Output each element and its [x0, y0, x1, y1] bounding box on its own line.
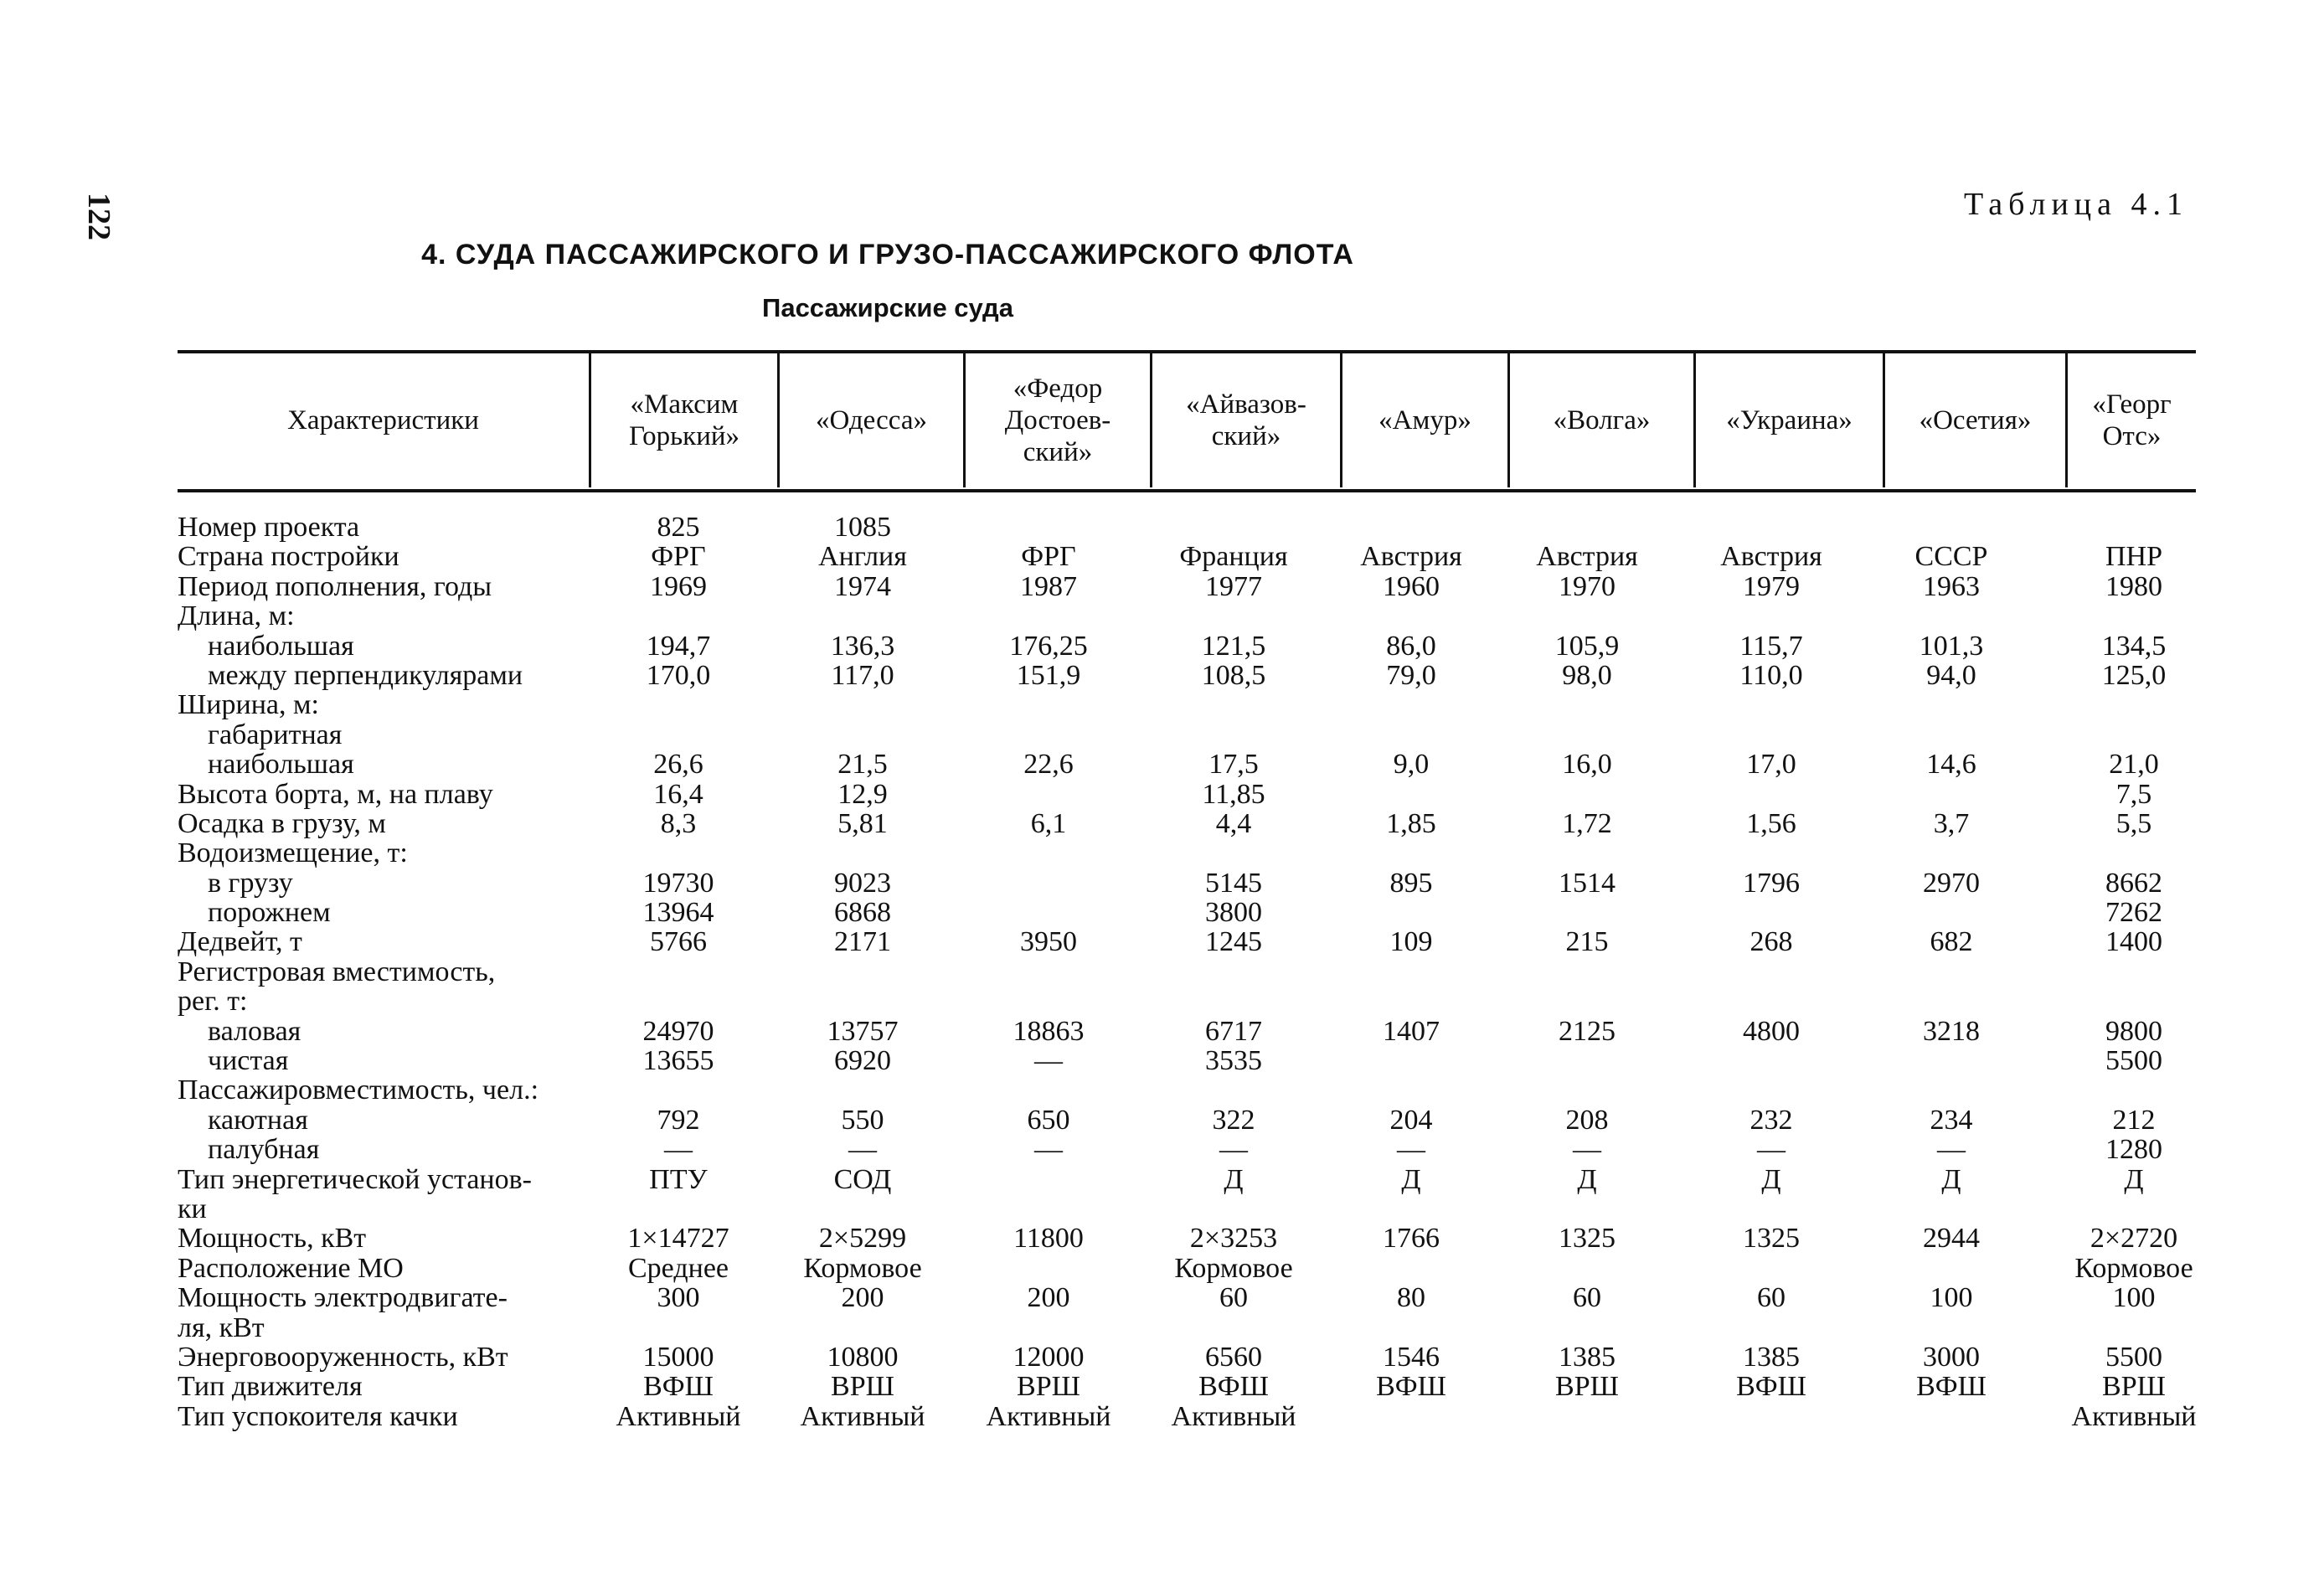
table-cell: 1514 [1559, 867, 1615, 899]
header-ship-6: «Украина» [1726, 405, 1853, 435]
table-body [0, 513, 2324, 1431]
table-cell: 5500 [2105, 1045, 2162, 1077]
table-cell: Франция [1179, 541, 1288, 573]
table-cell: Активный [800, 1400, 925, 1432]
table-cell: 1960 [1383, 570, 1440, 602]
table-cell: 1280 [2105, 1134, 2162, 1166]
table-row [0, 1254, 2324, 1283]
table-cell: 12000 [1013, 1341, 1085, 1373]
table-row [0, 513, 2324, 542]
table-cell: Активный [986, 1400, 1111, 1432]
table-cell: 7,5 [2115, 778, 2152, 810]
row-label: Энерговооруженность, кВт [178, 1341, 508, 1373]
table-cell: 79,0 [1386, 659, 1436, 691]
table-cell: 101,3 [1919, 630, 1984, 662]
table-row [0, 601, 2324, 631]
table-cell: 60 [1573, 1282, 1601, 1314]
table-cell: Кормовое [1174, 1252, 1293, 1284]
table-cell: Д [1941, 1163, 1961, 1195]
table-cell: Д [1577, 1163, 1597, 1195]
table-row [0, 1372, 2324, 1401]
row-label: наибольшая [208, 749, 354, 781]
table-row [0, 809, 2324, 838]
table-cell: 134,5 [2101, 630, 2167, 662]
header-ship-1: «Одесса» [816, 405, 927, 435]
header-characteristics: Характеристики [287, 405, 479, 435]
table-row [0, 572, 2324, 601]
row-label: Осадка в грузу, м [178, 807, 386, 839]
table-cell: 8662 [2105, 867, 2162, 899]
row-label: Пассажировместимость, чел.: [178, 1074, 539, 1106]
table-cell: 60 [1219, 1282, 1248, 1314]
table-cell: 215 [1565, 926, 1609, 958]
table-cell: 1974 [834, 570, 891, 602]
table-cell: — [1573, 1134, 1601, 1166]
row-label: между перпендикулярами [208, 659, 523, 691]
table-cell: 2944 [1923, 1223, 1980, 1255]
table-cell: 6,1 [1030, 807, 1067, 839]
table-row [0, 1046, 2324, 1075]
table-cell: 1407 [1383, 1015, 1440, 1047]
table-row [0, 927, 2324, 956]
row-label: Страна постройки [178, 541, 399, 573]
row-label: ля, кВт [178, 1311, 265, 1343]
table-cell: 4,4 [1215, 807, 1252, 839]
table-cell: 1796 [1743, 867, 1800, 899]
table-cell: 1×14727 [627, 1223, 729, 1255]
table-cell: 1385 [1559, 1341, 1615, 1373]
row-label: габаритная [208, 719, 343, 750]
table-cell: 13964 [642, 897, 714, 929]
table-row [0, 780, 2324, 809]
table-cell: СОД [833, 1163, 892, 1195]
table-cell: 1,72 [1562, 807, 1612, 839]
table-cell: 9,0 [1393, 749, 1430, 781]
table-cell: 550 [841, 1104, 884, 1136]
table-cell: 170,0 [646, 659, 711, 691]
table-cell: 1979 [1743, 570, 1800, 602]
row-label: в грузу [208, 867, 293, 899]
table-cell: 13757 [827, 1015, 899, 1047]
table-cell: 6717 [1205, 1015, 1262, 1047]
table-cell: 2×3253 [1189, 1223, 1278, 1255]
table-cell: 108,5 [1201, 659, 1266, 691]
table-cell: 151,9 [1016, 659, 1081, 691]
table-cell: ВРШ [831, 1371, 894, 1403]
table-row [0, 1313, 2324, 1342]
table-row [0, 1165, 2324, 1194]
table-cell: 12,9 [837, 778, 888, 810]
table-label: Таблица 4.1 [1963, 187, 2188, 222]
table-cell: 212 [2112, 1104, 2156, 1136]
row-label: чистая [208, 1045, 289, 1077]
table-cell: Д [1224, 1163, 1244, 1195]
table-cell: 3800 [1205, 897, 1262, 929]
table-cell: 5766 [650, 926, 707, 958]
table-cell: 3000 [1923, 1341, 1980, 1373]
table-cell: 176,25 [1009, 630, 1088, 662]
table-cell: ПТУ [649, 1163, 708, 1195]
table-row [0, 1194, 2324, 1224]
table-cell: 94,0 [1926, 659, 1976, 691]
table-cell: ВФШ [1916, 1371, 1986, 1403]
table-cell: 2125 [1559, 1015, 1615, 1047]
table-cell: 1980 [2105, 570, 2162, 602]
table-cell: 19730 [642, 867, 714, 899]
table-cell: Активный [616, 1400, 741, 1432]
table-cell: 234 [1930, 1104, 1973, 1136]
table-cell: — [1034, 1134, 1063, 1166]
table-cell: 10800 [827, 1341, 899, 1373]
table-cell: 7262 [2105, 897, 2162, 929]
table-row [0, 661, 2324, 690]
table-cell: 110,0 [1739, 659, 1803, 691]
row-label: Регистровая вместимость, [178, 956, 496, 987]
table-cell: 3218 [1923, 1015, 1980, 1047]
table-cell: 117,0 [831, 659, 894, 691]
table-cell: 4800 [1743, 1015, 1800, 1047]
table-cell: 136,3 [830, 630, 895, 662]
row-label: Тип движителя [178, 1371, 363, 1403]
table-cell: 1766 [1383, 1223, 1440, 1255]
table-cell: Д [1401, 1163, 1421, 1195]
row-label: Тип энергетической установ- [178, 1163, 532, 1195]
table-row [0, 1135, 2324, 1164]
row-label: валовая [208, 1015, 301, 1047]
header-ship-8: «Георг Отс» [2092, 389, 2172, 451]
row-label: Мощность электродвигате- [178, 1282, 508, 1314]
table-cell: 26,6 [653, 749, 703, 781]
table-cell: 11800 [1013, 1223, 1084, 1255]
table-cell: 1325 [1743, 1223, 1800, 1255]
table-row [0, 1105, 2324, 1135]
table-cell: 200 [841, 1282, 884, 1314]
table-cell: 2×2720 [2090, 1223, 2178, 1255]
table-cell: Д [1761, 1163, 1781, 1195]
row-label: Высота борта, м, на плаву [178, 778, 493, 810]
table-cell: 17,5 [1208, 749, 1259, 781]
table-cell: 1,56 [1746, 807, 1796, 839]
table-cell: 6868 [834, 897, 891, 929]
table-cell: 3950 [1020, 926, 1077, 958]
table-cell: 200 [1027, 1282, 1070, 1314]
table-cell: 268 [1749, 926, 1793, 958]
table-cell: 2171 [834, 926, 891, 958]
table-cell: 5,81 [837, 807, 888, 839]
table-cell: Д [2124, 1163, 2144, 1195]
table-cell: ВФШ [1736, 1371, 1806, 1403]
table-cell: 208 [1565, 1104, 1609, 1136]
table-cell: 60 [1757, 1282, 1786, 1314]
table-cell: — [1219, 1134, 1248, 1166]
table-cell: 11,85 [1202, 778, 1265, 810]
table-cell: Австрия [1360, 541, 1462, 573]
table-row [0, 1224, 2324, 1253]
table-cell: 86,0 [1386, 630, 1436, 662]
table-cell: 15000 [642, 1341, 714, 1373]
table-cell: ВРШ [1555, 1371, 1619, 1403]
table-title: 4. СУДА ПАССАЖИРСКОГО И ГРУЗО-ПАССАЖИРСКОГО ФЛОТА [421, 239, 1354, 271]
header-ship-2: «Федор Достоев- ский» [1004, 374, 1111, 467]
table-cell: 125,0 [2101, 659, 2167, 691]
row-label: Период пополнения, годы [178, 570, 492, 602]
table-row [0, 898, 2324, 927]
row-label: Мощность, кВт [178, 1223, 367, 1255]
table-cell: 22,6 [1023, 749, 1074, 781]
table-cell: 5145 [1205, 867, 1262, 899]
row-label: Ширина, м: [178, 689, 319, 721]
table-cell: Австрия [1536, 541, 1638, 573]
table-cell: — [664, 1134, 693, 1166]
table-row [0, 838, 2324, 868]
table-cell: 3535 [1205, 1045, 1262, 1077]
table-cell: 21,5 [837, 749, 888, 781]
table-cell: ВРШ [2102, 1371, 2166, 1403]
table-cell: 1970 [1559, 570, 1615, 602]
table-cell: — [848, 1134, 877, 1166]
table-cell: 2970 [1923, 867, 1980, 899]
header-ship-4: «Амур» [1378, 405, 1471, 435]
table-cell: Активный [1171, 1400, 1296, 1432]
table-cell: СССР [1914, 541, 1988, 573]
row-label: Водоизмещение, т: [178, 837, 408, 869]
table-cell: 5500 [2105, 1341, 2162, 1373]
table-cell: 1385 [1743, 1341, 1800, 1373]
table-cell: 13655 [642, 1045, 714, 1077]
table-row [0, 1017, 2324, 1046]
table-cell: 8,3 [660, 807, 697, 839]
table-cell: 16,0 [1562, 749, 1612, 781]
table-cell: 115,7 [1739, 630, 1803, 662]
table-row [0, 1402, 2324, 1431]
table-cell: 1969 [650, 570, 707, 602]
table-cell: 9023 [834, 867, 891, 899]
row-label: рег. т: [178, 986, 248, 1018]
table-cell: 100 [1930, 1282, 1973, 1314]
table-row [0, 720, 2324, 750]
table-cell: 1325 [1559, 1223, 1615, 1255]
table-cell: 232 [1749, 1104, 1793, 1136]
table-cell: 300 [657, 1282, 700, 1314]
header-ship-3: «Айвазов- ский» [1186, 389, 1306, 451]
table-row [0, 690, 2324, 719]
table-cell: 1977 [1205, 570, 1262, 602]
table-cell: 1245 [1205, 926, 1262, 958]
table-cell: ФРГ [1021, 541, 1076, 573]
table-cell: 98,0 [1562, 659, 1612, 691]
table-cell: ВРШ [1017, 1371, 1080, 1403]
table-cell: 14,6 [1926, 749, 1976, 781]
table-cell: ВФШ [1198, 1371, 1269, 1403]
table-cell: Австрия [1720, 541, 1822, 573]
row-label: Номер проекта [178, 512, 360, 543]
table-cell: 21,0 [2109, 749, 2159, 781]
table-cell: ВФШ [1376, 1371, 1446, 1403]
table-cell: Кормовое [2074, 1252, 2193, 1284]
table-cell: Англия [818, 541, 907, 573]
row-label: Длина, м: [178, 600, 295, 632]
row-label: каютная [208, 1104, 308, 1136]
table-row [0, 631, 2324, 661]
table-row [0, 1342, 2324, 1372]
table-row [0, 750, 2324, 779]
table-cell: 6920 [834, 1045, 891, 1077]
table-cell: 17,0 [1746, 749, 1796, 781]
row-label: Тип успокоителя качки [178, 1400, 458, 1432]
row-label: порожнем [208, 897, 331, 929]
table-cell: 194,7 [646, 630, 711, 662]
header-ship-5: «Волга» [1553, 405, 1651, 435]
row-label: наибольшая [208, 630, 354, 662]
table-cell: ФРГ [651, 541, 706, 573]
table-cell: 109 [1389, 926, 1433, 958]
row-label: палубная [208, 1134, 320, 1166]
table-row [0, 1075, 2324, 1105]
table-cell: 105,9 [1554, 630, 1620, 662]
table-cell: 16,4 [653, 778, 703, 810]
table-cell: 1963 [1923, 570, 1980, 602]
table-cell: 80 [1397, 1282, 1425, 1314]
row-label: Дедвейт, т [178, 926, 302, 958]
table-subtitle: Пассажирские суда [762, 293, 1013, 322]
table-cell: — [1034, 1045, 1063, 1077]
table-cell: — [1757, 1134, 1786, 1166]
table-cell: 1,85 [1386, 807, 1436, 839]
table-cell: 682 [1930, 926, 1973, 958]
table-cell: 1987 [1020, 570, 1077, 602]
table-cell: 825 [657, 512, 700, 543]
table-cell: 24970 [642, 1015, 714, 1047]
table-row [0, 1283, 2324, 1312]
table-cell: 2×5299 [818, 1223, 907, 1255]
table-cell: 3,7 [1933, 807, 1970, 839]
row-label: Расположение МО [178, 1252, 404, 1284]
table-cell: 1085 [834, 512, 891, 543]
header-ship-7: «Осетия» [1919, 405, 2032, 435]
table-cell: 1400 [2105, 926, 2162, 958]
table-cell: 1546 [1383, 1341, 1440, 1373]
table-cell: Кормовое [803, 1252, 922, 1284]
table-cell: 204 [1389, 1104, 1433, 1136]
table-cell: 121,5 [1201, 630, 1266, 662]
table-cell: 895 [1389, 867, 1433, 899]
table-cell: 6560 [1205, 1341, 1262, 1373]
table-cell: — [1397, 1134, 1425, 1166]
header-ship-0: «Максим Горький» [628, 389, 740, 451]
table-row [0, 542, 2324, 571]
table-cell: ВФШ [643, 1371, 714, 1403]
table-cell: 100 [2112, 1282, 2156, 1314]
table-cell: 5,5 [2115, 807, 2152, 839]
table-cell: 650 [1027, 1104, 1070, 1136]
table-cell: — [1937, 1134, 1966, 1166]
table-row [0, 868, 2324, 898]
table-cell: 322 [1212, 1104, 1255, 1136]
header-bottom-rule [178, 489, 2196, 492]
row-label: ки [178, 1193, 207, 1224]
table-cell: 9800 [2105, 1015, 2162, 1047]
page-number: 122 [81, 193, 116, 240]
table-cell: Среднее [628, 1252, 729, 1284]
table-cell: 792 [657, 1104, 700, 1136]
table-cell: Активный [2071, 1400, 2197, 1432]
table-row [0, 957, 2324, 987]
table-cell: 18863 [1013, 1015, 1085, 1047]
table-cell: ПНР [2105, 541, 2163, 573]
table-row [0, 987, 2324, 1016]
